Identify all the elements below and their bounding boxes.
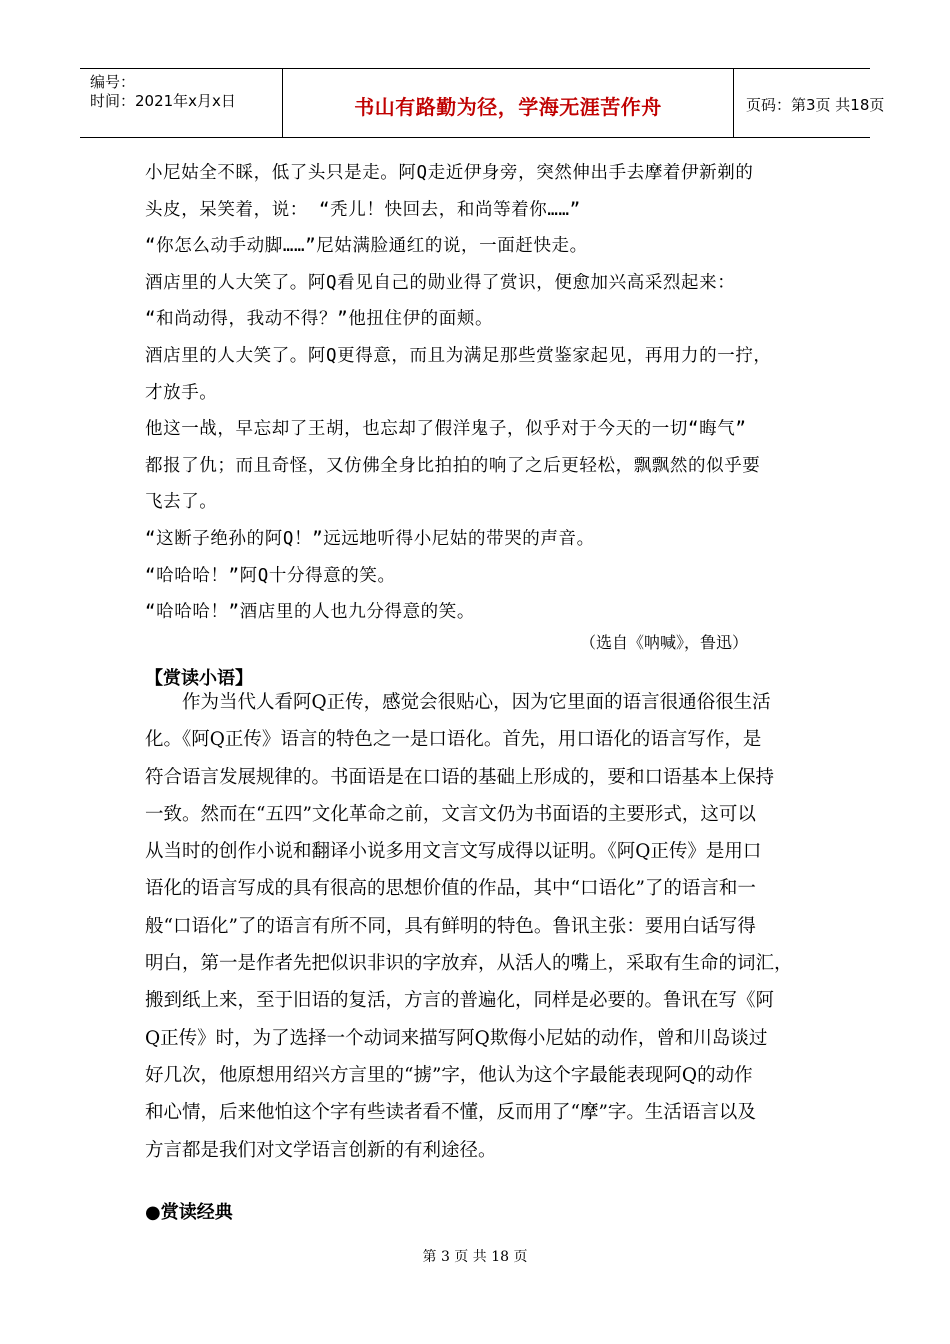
date-label: 时间：2021年x月x日 [90, 92, 236, 110]
story-excerpt [145, 155, 825, 631]
story-line: 酒店里的人大笑了。阿Q看见自己的勋业得了赏识，便愈加兴高采烈起来： [145, 272, 736, 293]
story-line: “这断子绝孙的阿Q！”远远地听得小尼姑的带哭的声音。 [145, 528, 595, 549]
essay-line: 般“口语化”了的语言有所不同，具有鲜明的特色。鲁讯主张：要用白话写得 [145, 915, 756, 937]
essay-line: 搬到纸上来，至于旧语的复活，方言的普遍化，同样是必要的。鲁讯在写《阿 [145, 990, 775, 1012]
essay-line: 明白，第一是作者先把似识非识的字放弃，从活人的嘴上，采取有生命的词汇， [145, 953, 793, 975]
essay-line: 符合语言发展规律的。书面语是在口语的基础上形成的，要和口语基本上保持 [145, 766, 775, 788]
story-line: 才放手。 [145, 382, 218, 403]
essay-line: 化。《阿Q正传》语言的特色之一是口语化。首先，用口语化的语言写作，是 [145, 729, 762, 751]
essay-line: Q正传》时，为了选择一个动词来描写阿Q欺侮小尼姑的动作，曾和川岛谈过 [145, 1027, 768, 1049]
page-label: 页码：第3页 共18页 [746, 96, 885, 114]
story-line: “你怎么动手动脚……”尼姑满脸通红的说，一面赶快走。 [145, 236, 588, 257]
essay-line: 一致。然而在“五四”文化革命之前，文言文仍为书面语的主要形式，这可以 [145, 803, 756, 825]
essay-line: 语化的语言写成的具有很高的思想价值的作品，其中“口语化”了的语言和一 [145, 878, 756, 900]
source-citation: （选自《呐喊》，鲁迅） [580, 633, 749, 652]
story-line: “和尚动得，我动不得？”他扭住伊的面颊。 [145, 309, 494, 330]
header-motto-cell [282, 69, 734, 137]
story-line: 飞去了。 [145, 492, 218, 513]
story-line: 小尼姑全不睬，低了头只是走。阿Q走近伊身旁，突然伸出手去摩着伊新剃的 [145, 163, 754, 183]
motto: 书山有路勤为径，学海无涯苦作舟 [354, 95, 662, 119]
story-line: 酒店里的人大笑了。阿Q更得意，而且为满足那些赏鉴家起见，再用力的一拧， [145, 345, 772, 366]
section-title-classics: ●赏读经典 [145, 1202, 233, 1223]
page-footer: 第 3 页 共 18 页 [422, 1249, 528, 1265]
story-line: “哈哈哈！”酒店里的人也九分得意的笑。 [145, 602, 475, 623]
story-line: 都报了仇；而且奇怪，又仿佛全身比拍拍的响了之后更轻松，飘飘然的似乎要 [145, 455, 761, 476]
appreciation-essay [145, 684, 815, 1169]
story-line: “哈哈哈！”阿Q十分得意的笑。 [145, 565, 396, 586]
story-line: 头皮，呆笑着，说： “秃儿！快回去，和尚等着你……” [145, 199, 581, 220]
number-label: 编号： [90, 73, 136, 91]
story-line: 他这一战，早忘却了王胡，也忘却了假洋鬼子，似乎对于今天的一切“晦气” [145, 419, 747, 440]
essay-line: 从当时的创作小说和翻译小说多用文言文写成得以证明。《阿Q正传》是用口 [145, 841, 762, 863]
header-table [80, 68, 885, 138]
essay-line: 和心情，后来他怕这个字有些读者看不懂，反而用了“摩”字。生活语言以及 [145, 1102, 756, 1124]
header-page-cell [734, 69, 885, 137]
header-info-cell [80, 69, 282, 137]
essay-line: 方言都是我们对文学语言创新的有利途径。 [145, 1139, 497, 1161]
essay-line: 好几次，他原想用绍兴方言里的“掳”字，他认为这个字最能表现阿Q的动作 [145, 1064, 753, 1086]
section-title-appreciation: 【赏读小语】 [145, 668, 253, 689]
essay-line: 作为当代人看阿Q正传，感觉会很贴心，因为它里面的语言很通俗很生活 [182, 692, 771, 713]
